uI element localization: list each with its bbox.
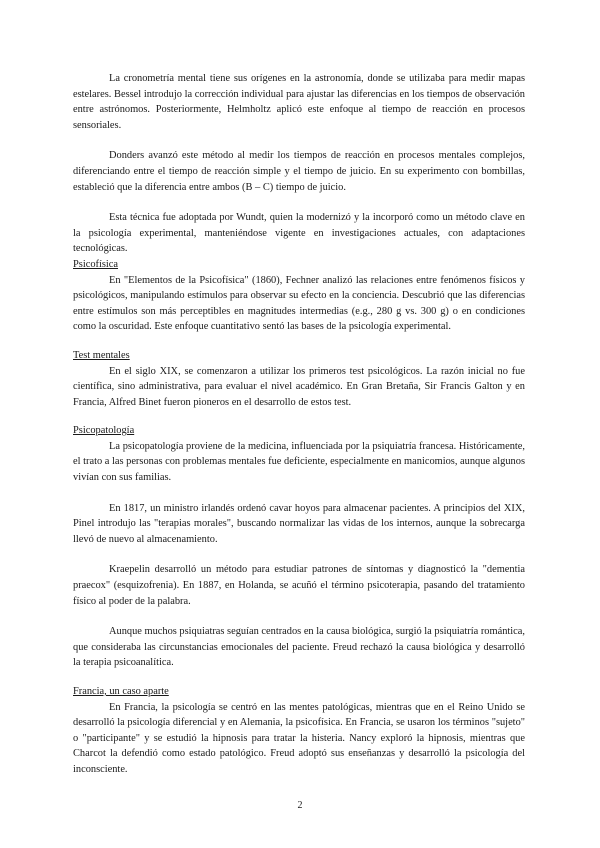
paragraph-pinel: En 1817, un ministro irlandés ordenó cavar hoyos para almacenar pacientes. A principios del XIX, Pinel introdujo las "terapias morales", buscando normalizar las vidas de los internos, aunque la sobrecarga llevó de nuevo al almacenamiento. bbox=[73, 502, 525, 545]
paragraph-freud: Aunque muchos psiquiatras seguían centrados en la causa biológica, surgió la psiquiatría romántica, que consideraba las circunstancias emocionales del paciente. Freud rechazó la causa biológica y desarrolló la terapia psicoanalítica. bbox=[73, 626, 525, 669]
paragraph-kraepelin: Kraepelin desarrolló un método para estudiar patrones de síntomas y diagnosticó la "dementia praecox" (esquizofrenia). En 1887, en Holanda, se acuñó el término psicoterapia, pasando del tratamiento físico al poder de la palabra. bbox=[73, 564, 525, 607]
paragraph-wundt: Esta técnica fue adoptada por Wundt, quien la modernizó y la incorporó como un método clave en la psicología experimental, manteniéndose vigente en investigaciones actuales, con adaptaciones tecnológicas. bbox=[73, 212, 525, 255]
paragraph-cronometria: La cronometría mental tiene sus orígenes en la astronomía, donde se utilizaba para medir mapas estelares. Bessel introdujo la corrección individual para ajustar las diferencias en los tiempos de observación entre astrónomos. Posteriormente, Helmholtz aplicó este enfoque al tiempo de reacción en procesos sensoriales. bbox=[73, 73, 525, 131]
paragraph-fechner: En "Elementos de la Psicofísica" (1860), Fechner analizó las relaciones entre fenómenos físicos y psicológicos, manipulando estímulos para observar su efecto en la conciencia. Descubrió que las diferencias entre estímulos son más perceptibles en magnitudes intermedias (e.g., 280 g vs. 300 g) o en condiciones como la oscuridad. Este enfoque cuantitativo sentó las bases de la psicología experimental. bbox=[73, 274, 525, 333]
paragraph-donders: Donders avanzó este método al medir los tiempos de reacción en procesos mentales complejos, diferenciando entre el tiempo de reacción simple y el tiempo de juicio. En su experimento con bombillas, estableció que la diferencia entre ambos (B – C) tiempo de juicio. bbox=[73, 150, 525, 193]
document-body bbox=[73, 71, 525, 778]
paragraph-francia: En Francia, la psicología se centró en las mentes patológicas, mientras que en el Reino Unido se desarrolló la psicología diferencial y en Alemania, la psicofísica. En Francia, se usaron los términos "sujeto" o "participante" y se estudió la hipnosis para tratar la histeria. Nancy exploró la hipnosis, mientras que Charcot la defendió como estado patológico. Freud adoptó sus enseñanzas y desarrolló la psicología del inconsciente. bbox=[73, 701, 525, 775]
page-number: 2 bbox=[297, 800, 303, 811]
heading-psicopatologia: Psicopatología bbox=[73, 425, 135, 437]
heading-psicofisica: Psicofísica bbox=[73, 258, 119, 270]
heading-francia: Francia, un caso aparte bbox=[73, 686, 169, 697]
heading-test-mentales: Test mentales bbox=[73, 349, 130, 361]
paragraph-test-mentales: En el siglo XIX, se comenzaron a utilizar los primeros test psicológicos. La razón inicial no fue científica, sino administrativa, para evaluar el nivel académico. En Gran Bretaña, Sir Francis Galton y en Francia, Alfred Binet fueron pioneros en el desarrollo de estos test. bbox=[73, 365, 525, 408]
paragraph-psicopatologia-origen: La psicopatología proviene de la medicina, influenciada por la psiquiatría francesa. Históricamente, el trato a las personas con problemas mentales fue deficiente, especialmente en manicomios, aunque algunos vivían con sus familias. bbox=[73, 440, 525, 484]
